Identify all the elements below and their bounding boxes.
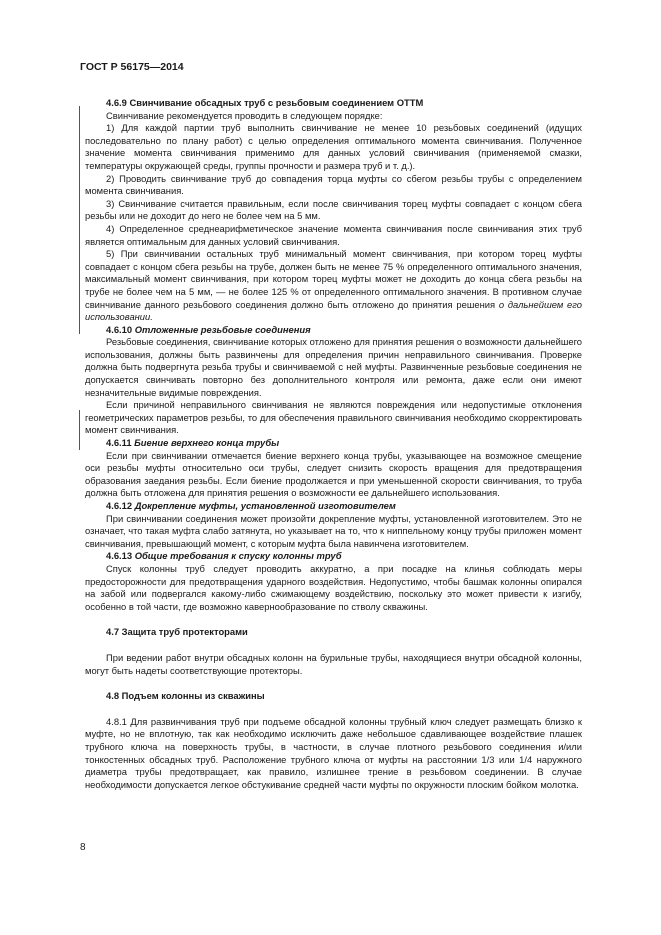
page-number: 8 [80,842,86,853]
paragraph-italic-text: о дальнейшем его использовании. [85,298,582,323]
paragraph: 3) Свинчивание считается правильным, если после свинчивания торец муфты совпадает с концом сбега резьбы или не доходит до него не более чем на 5 мм. [85,197,582,222]
paragraph: 4) Определенное среднеарифметическое значение момента свинчивания после свинчивания этих труб является оптимальным для данных условий свинчивания. [85,222,582,247]
section-heading-4-8: 4.8 Подъем колонны из скважины [106,690,265,702]
document-header: ГОСТ Р 56175—2014 [80,61,184,73]
paragraph: 1) Для каждой партии труб выполнить свинчивание не менее 10 резьбовых соединений (идущих последовательно по плану работ) с целью определения оптимального момента свинчивания. Полученное значение момента свинчивания применимо для данных условий свинчивания (применяемой смазки, температуры окружающей среды, группы прочности и размера труб и т. д.). [85,122,582,171]
paragraph [85,248,582,324]
paragraph: 4.8.1 Для развинчивания труб при подъеме обсадной колонны трубный ключ следует размещать близко к муфте, но не вплотную, так как необходимо исключить даже небольшое сдавливающее воздействие плашек трубного ключа на поверхность трубы, в частности, в случае плотного резьбового соединения и/или тонкостенных обсадных труб. Расположение трубного ключа от муфты на расстоянии 1/3 или 1/4 наружного диаметра трубы предотвращает, как правило, излишнее трение в резьбовом соединении. В случае необходимости допускается легкое обстукивание средней части муфты по окружности плоским бойком молотка. [85,715,582,790]
paragraph-text: 5) При свинчивании остальных труб минимальный момент свинчивания, при котором торец муфты совпадает с концом сбега резьбы на трубе, должен быть не менее 75 % определенного оптимального значения, максимальный момент свинчивания, при котором торец муфты может не доходить до конца сбега резьбы на трубе не более чем на 5 мм, — не более 125 % от определенного оптимального значения. В противном случае свинчивание данного резьбового соединения должно быть отложено до принятия решения [85,248,582,310]
section-number: 4.6.10 [106,323,133,335]
section-title: Отложенные резьбовые соединения [134,323,311,335]
section-number: 4.6.11 [106,437,132,449]
paragraph: При ведении работ внутри обсадных колонн на бурильные трубы, находящиеся внутри обсадной колонны, могут быть надеты соответствующие протекторы. [85,651,582,676]
paragraph: Резьбовые соединения, свинчивание которых отложено для принятия решения о возможности дальнейшего использования, должны быть развинчены для определения причин неправильного свинчивания. Проверке должна быть подвергнута резьба трубы и свинчиваемой с ней муфты. Развинченные резьбовые соединения не допускается свинчивать повторно без дополнительного контроля или ремонта, даже если они имеют незначительные видимые повреждения. [85,336,582,398]
paragraph: 2) Проводить свинчивание труб до совпадения торца муфты со сбегом резьбы трубы с определением момента свинчивания. [85,172,582,197]
change-bar [79,106,80,334]
paragraph: Если причиной неправильного свинчивания не являются повреждения или недопустимые отклонения геометрических параметров резьбы, то для обеспечения правильного свинчивания необходимо скорректировать момент свинчивания. [85,399,582,436]
paragraph: Спуск колонны труб следует проводить аккуратно, а при посадке на клинья соблюдать меры предосторожности для предотвращения ударного воздействия. Недопустимо, чтобы башмак колонны опирался на забой или подвергался какому-либо сжимающему воздействию, поскольку это может привести к изгибу, особенно в той части, где возможно кавернообразование по стволу скважины. [85,562,582,612]
section-title: Биение верхнего конца трубы [134,437,280,449]
section-heading-4-6-12 [106,500,582,513]
section-heading-4-7: 4.7 Защита труб протекторами [106,626,248,638]
section-title: Общие требования к спуску колонны труб [134,550,342,562]
paragraph: При свинчивании соединения может произойти докрепление муфты, установленной изготовителем. Это не означает, что такая муфта слабо затянута, но указывает на то, что к ниппельному концу трубы приложен момент свинчивания, превышающий момент, с которым муфта была навинчена изготовителем. [85,512,582,549]
section-number: 4.6.13 [106,550,133,562]
document-body [85,97,582,791]
paragraph: Свинчивание рекомендуется проводить в следующем порядке: [106,109,383,121]
paragraph: Если при свинчивании отмечается биение верхнего конца трубы, указывающее на возможное смещение оси резьбы муфты относительно оси трубы, следует снизить скорость вращения для предотвращения образования заедания резьбы. Если биение продолжается и при уменьшенной скорости свинчивания, то труба должна быть отложена для принятия решения о возможности ее дальнейшего использования. [85,449,582,499]
section-heading-4-6-13 [106,550,582,563]
section-number: 4.6.12 [106,500,133,511]
change-bar [79,410,80,450]
section-heading-4-6-11 [106,437,582,450]
section-heading-4-6-9: 4.6.9 Свинчивание обсадных труб с резьбовым соединением ОТТМ [106,97,424,108]
section-title: Докрепление муфты, установленной изготовителем [134,500,396,511]
section-heading-4-6-10 [106,324,582,337]
